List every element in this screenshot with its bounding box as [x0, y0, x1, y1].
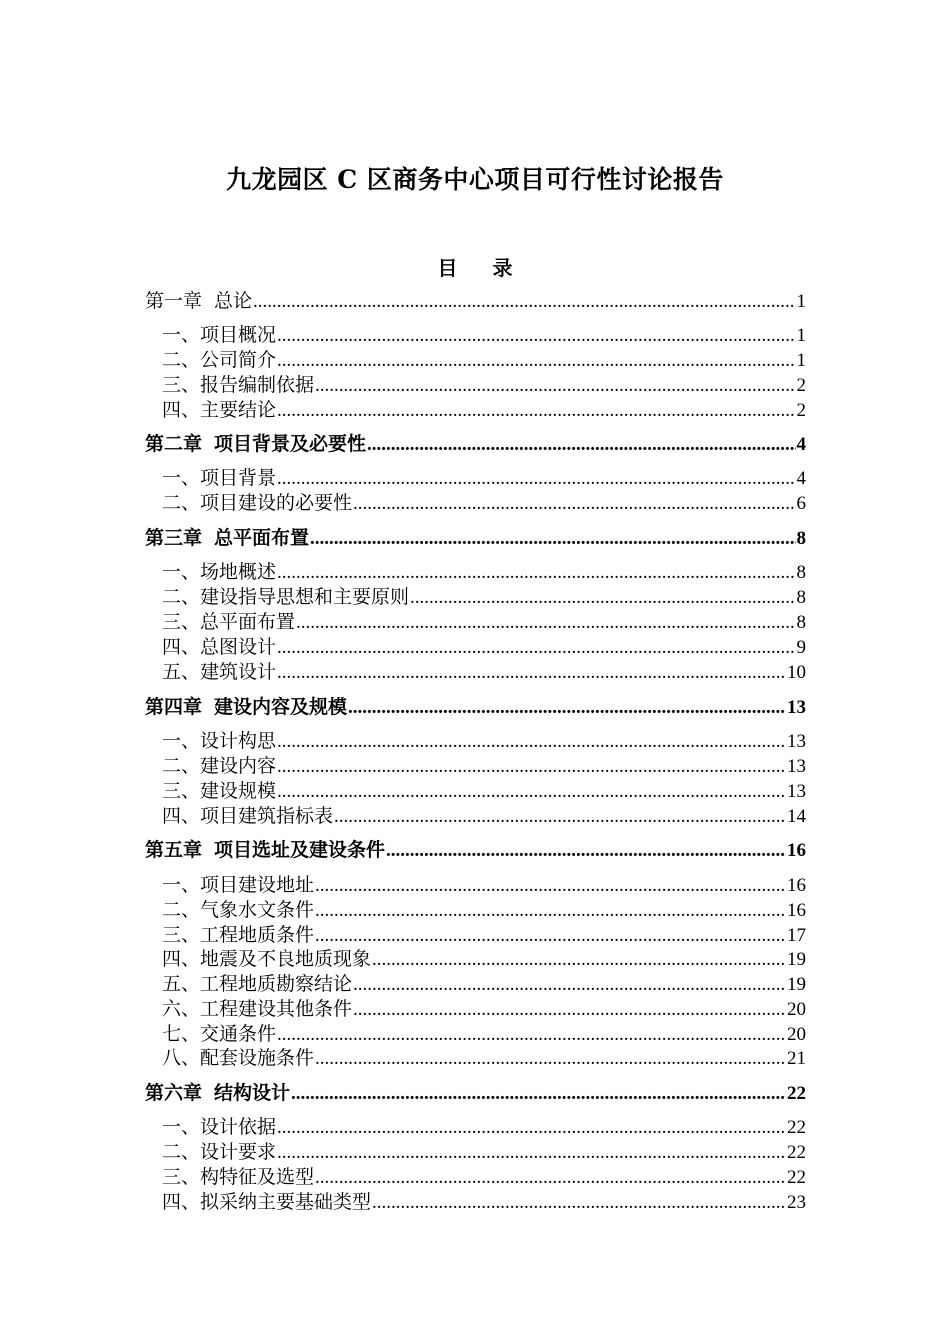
toc-heading: 目 录 [437, 256, 527, 280]
toc-section-entry[interactable] [162, 872, 806, 898]
dot-leader [277, 466, 795, 491]
dot-leader [310, 526, 795, 551]
toc-page-number: 1 [796, 350, 806, 371]
toc-page-number: 13 [787, 731, 806, 752]
toc-chapter-number: 第二章 [145, 433, 203, 455]
toc-entry-label: 一、项目概况 [162, 324, 277, 346]
dot-leader [277, 323, 795, 348]
toc-entry-label: 一、项目建设地址 [162, 874, 315, 896]
toc-section-entry[interactable] [162, 322, 806, 348]
toc-section-entry[interactable] [162, 728, 806, 754]
toc-page-number: 22 [787, 1167, 806, 1188]
dot-leader [353, 997, 786, 1022]
toc-chapter-title: 总平面布置 [214, 527, 310, 549]
dot-leader [353, 491, 795, 516]
toc-page-number: 1 [796, 325, 806, 346]
toc-chapter-title: 建设内容及规模 [214, 696, 348, 718]
dot-leader [296, 610, 795, 635]
dot-leader [315, 923, 786, 948]
toc-entry-label: 五、工程地质勘察结论 [162, 973, 353, 995]
toc-chapter-entry[interactable] [145, 837, 806, 863]
toc-section-entry[interactable] [162, 946, 806, 972]
dot-leader [410, 585, 795, 610]
toc-section-entry[interactable] [162, 778, 806, 804]
toc-page-number: 16 [787, 840, 806, 861]
toc-entry-label [145, 694, 347, 720]
toc-section-entry[interactable] [162, 1045, 806, 1071]
toc-entry-label: 三、建设规模 [162, 780, 277, 802]
dot-leader [253, 289, 795, 314]
toc-entry-label: 一、场地概述 [162, 561, 277, 583]
toc-section-entry[interactable] [162, 584, 806, 610]
document-title: 九龙园区 C 区商务中心项目可行性讨论报告 [226, 165, 724, 194]
dot-leader [334, 804, 786, 829]
dot-leader [291, 1081, 786, 1106]
dot-leader [277, 1140, 786, 1165]
toc-page-number: 17 [787, 925, 806, 946]
toc-chapter-title: 项目背景及必要性 [214, 433, 367, 455]
dot-leader [277, 635, 795, 660]
toc-page-number: 2 [796, 375, 806, 396]
toc-section-entry[interactable] [162, 753, 806, 779]
toc-entry-label [145, 1080, 290, 1106]
toc-section-entry[interactable] [162, 1114, 806, 1140]
dot-leader [372, 1190, 786, 1215]
toc-chapter-entry[interactable] [145, 1080, 806, 1106]
dot-leader [277, 398, 795, 423]
toc-page-number: 8 [796, 562, 806, 583]
dot-leader [315, 898, 786, 923]
toc-section-entry[interactable] [162, 634, 806, 660]
toc-chapter-entry[interactable] [145, 431, 806, 457]
dot-leader [386, 838, 786, 863]
toc-page-number: 22 [787, 1117, 806, 1138]
toc-section-entry[interactable] [162, 609, 806, 635]
toc-page-number: 13 [787, 781, 806, 802]
dot-leader [315, 1165, 786, 1190]
toc-entry-label: 七、交通条件 [162, 1023, 277, 1045]
toc-entry-label: 二、公司简介 [162, 349, 277, 371]
toc-chapter-title: 总论 [214, 290, 253, 312]
dot-leader [277, 729, 786, 754]
toc-entry-label [145, 525, 309, 551]
toc-page-number: 8 [796, 612, 806, 633]
toc-section-entry[interactable] [162, 397, 806, 423]
toc-page-number: 8 [796, 587, 806, 608]
toc-entry-label: 二、设计要求 [162, 1141, 277, 1163]
toc-page-number: 2 [796, 400, 806, 421]
toc-section-entry[interactable] [162, 465, 806, 491]
dot-leader [367, 432, 795, 457]
toc-page-number: 19 [787, 974, 806, 995]
dot-leader [277, 754, 786, 779]
toc-chapter-number: 第三章 [145, 527, 203, 549]
dot-leader [353, 972, 786, 997]
toc-section-entry[interactable] [162, 922, 806, 948]
toc-page-number: 4 [796, 468, 806, 489]
toc-section-entry[interactable] [162, 559, 806, 585]
toc-page-number: 10 [787, 662, 806, 683]
toc-entry-label: 一、设计构思 [162, 730, 277, 752]
toc-chapter-title: 结构设计 [214, 1082, 291, 1104]
toc-page-number: 16 [787, 875, 806, 896]
toc-chapter-number: 第五章 [145, 839, 203, 861]
toc-section-entry[interactable] [162, 996, 806, 1022]
toc-entry-label: 四、总图设计 [162, 636, 277, 658]
toc-chapter-entry[interactable] [145, 288, 806, 314]
toc-section-entry[interactable] [162, 347, 806, 373]
dot-leader [315, 1046, 786, 1071]
toc-chapter-number: 第一章 [145, 290, 203, 312]
toc-section-entry[interactable] [162, 897, 806, 923]
toc-section-entry[interactable] [162, 971, 806, 997]
toc-section-entry[interactable] [162, 372, 806, 398]
toc-page-number: 23 [787, 1192, 806, 1213]
toc-section-entry[interactable] [162, 1021, 806, 1047]
toc-entry-label: 一、项目背景 [162, 467, 277, 489]
toc-page-number: 1 [796, 291, 806, 312]
toc-entry-label: 三、总平面布置 [162, 611, 296, 633]
toc-page-number: 9 [796, 637, 806, 658]
toc-entry-label: 六、工程建设其他条件 [162, 998, 353, 1020]
toc-entry-label: 三、工程地质条件 [162, 924, 315, 946]
toc-section-entry[interactable] [162, 1139, 806, 1165]
toc-entry-label: 四、拟采纳主要基础类型 [162, 1191, 372, 1213]
toc-entry-label: 四、主要结论 [162, 399, 277, 421]
dot-leader [277, 348, 795, 373]
toc-entry-label: 三、报告编制依据 [162, 374, 315, 396]
dot-leader [277, 1022, 786, 1047]
toc-page-number: 22 [787, 1083, 806, 1104]
toc-entry-label: 二、项目建设的必要性 [162, 492, 353, 514]
toc-entry-label: 五、建筑设计 [162, 661, 277, 683]
toc-entry-label: 二、建设内容 [162, 755, 277, 777]
toc-section-entry[interactable] [162, 490, 806, 516]
toc-entry-label [145, 837, 385, 863]
toc-page-number: 19 [787, 949, 806, 970]
toc-entry-label [145, 288, 252, 314]
toc-page-number: 20 [787, 999, 806, 1020]
toc-chapter-title: 项目选址及建设条件 [214, 839, 386, 861]
toc-chapter-entry[interactable] [145, 525, 806, 551]
toc-entry-label: 四、项目建筑指标表 [162, 805, 334, 827]
toc-page-number: 13 [787, 756, 806, 777]
toc-section-entry[interactable] [162, 803, 806, 829]
dot-leader [277, 779, 786, 804]
toc-chapter-number: 第六章 [145, 1082, 203, 1104]
toc-page-number: 6 [796, 493, 806, 514]
toc-page-number: 16 [787, 900, 806, 921]
toc-section-entry[interactable] [162, 1189, 806, 1215]
dot-leader [372, 947, 786, 972]
toc-page-number: 13 [787, 697, 806, 718]
dot-leader [315, 873, 786, 898]
toc-page-number: 4 [796, 434, 806, 455]
toc-section-entry[interactable] [162, 659, 806, 685]
toc-page-number: 14 [787, 806, 806, 827]
dot-leader [277, 660, 786, 685]
toc-entry-label: 二、建设指导思想和主要原则 [162, 586, 410, 608]
toc-entry-label: 一、设计依据 [162, 1116, 277, 1138]
toc-entry-label: 三、构特征及选型 [162, 1166, 315, 1188]
toc-chapter-entry[interactable] [145, 694, 806, 720]
dot-leader [277, 560, 795, 585]
dot-leader [348, 695, 786, 720]
toc-page-number: 20 [787, 1024, 806, 1045]
toc-entry-label: 八、配套设施条件 [162, 1047, 315, 1069]
dot-leader [277, 1115, 786, 1140]
toc-entry-label: 四、地震及不良地质现象 [162, 948, 372, 970]
toc-page-number: 8 [796, 528, 806, 549]
toc-page-number: 21 [787, 1048, 806, 1069]
toc-entry-label [145, 431, 366, 457]
toc-entry-label: 二、气象水文条件 [162, 899, 315, 921]
toc-chapter-number: 第四章 [145, 696, 203, 718]
dot-leader [315, 373, 795, 398]
toc-page-number: 22 [787, 1142, 806, 1163]
toc-section-entry[interactable] [162, 1164, 806, 1190]
